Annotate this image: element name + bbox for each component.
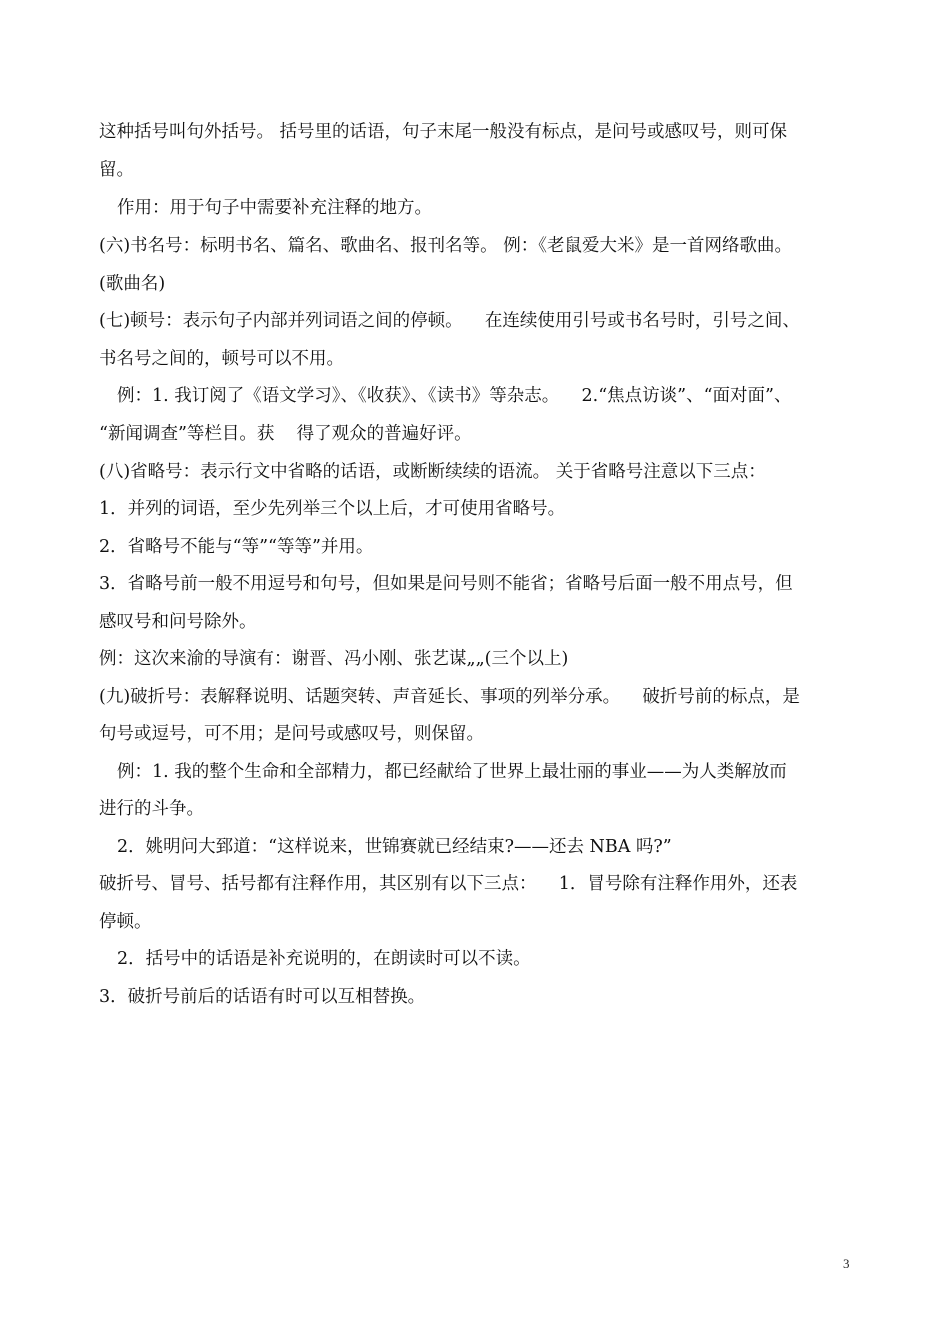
text-line: 2．姚明问大郅道：“这样说来，世锦赛就已经结束?——还去 NBA 吗?” <box>117 837 672 857</box>
text-line: 这种括号叫句外括号。 括号里的话语，句子末尾一般没有标点，是问号或感叹号，则可保 <box>99 122 788 142</box>
text-line: (八)省略号：表示行文中省略的话语，或断断续续的语流。 关于省略号注意以下三点： <box>99 462 766 482</box>
text-line: 留。 <box>99 160 134 180</box>
text-line: 2．括号中的话语是补充说明的，在朗读时可以不读。 <box>117 949 531 969</box>
text-line: 书名号之间的，顿号可以不用。 <box>99 349 344 369</box>
text-line: 句号或逗号，可不用；是问号或感叹号，则保留。 <box>99 724 484 744</box>
text-line: 例：这次来渝的导演有：谢晋、冯小刚、张艺谋„„(三个以上) <box>99 649 569 669</box>
text-line: 感叹号和问号除外。 <box>99 612 257 632</box>
text-line: 例：1. 我的整个生命和全部精力，都已经献给了世界上最壮丽的事业——为人类解放而 <box>117 762 787 782</box>
text-line: (歌曲名) <box>99 274 166 294</box>
text-line: 1．并列的词语，至少先列举三个以上后，才可使用省略号。 <box>99 499 566 519</box>
text-line: (七)顿号：表示句子内部并列词语之间的停顿。 在连续使用引号或书名号时，引号之间、 <box>99 311 800 331</box>
text-line: 例：1. 我订阅了《语文学习》、《收获》、《读书》等杂志。 2.“焦点访谈”、“面对面”、 <box>117 386 792 406</box>
text-line: (六)书名号：标明书名、篇名、歌曲名、报刊名等。 例：《老鼠爱大米》是一首网络歌曲。 <box>99 236 792 256</box>
text-line: 作用：用于句子中需要补充注释的地方。 <box>117 198 432 218</box>
text-line: 2．省略号不能与“等”“等等”并用。 <box>99 537 374 557</box>
text-line: “新闻调查”等栏目。获 得了观众的普遍好评。 <box>99 424 472 444</box>
page-number: 3 <box>843 1256 850 1271</box>
text-line: 3．省略号前一般不用逗号和句号，但如果是问号则不能省；省略号后面一般不用点号，但 <box>99 574 793 594</box>
text-line: 停顿。 <box>99 912 152 932</box>
text-line: 破折号、冒号、括号都有注释作用，其区别有以下三点： 1．冒号除有注释作用外，还表 <box>99 874 798 894</box>
text-line: (九)破折号：表解释说明、话题突转、声音延长、事项的列举分承。 破折号前的标点，是 <box>99 687 800 707</box>
text-line: 3．破折号前后的话语有时可以互相替换。 <box>99 987 426 1007</box>
text-line: 进行的斗争。 <box>99 799 204 819</box>
